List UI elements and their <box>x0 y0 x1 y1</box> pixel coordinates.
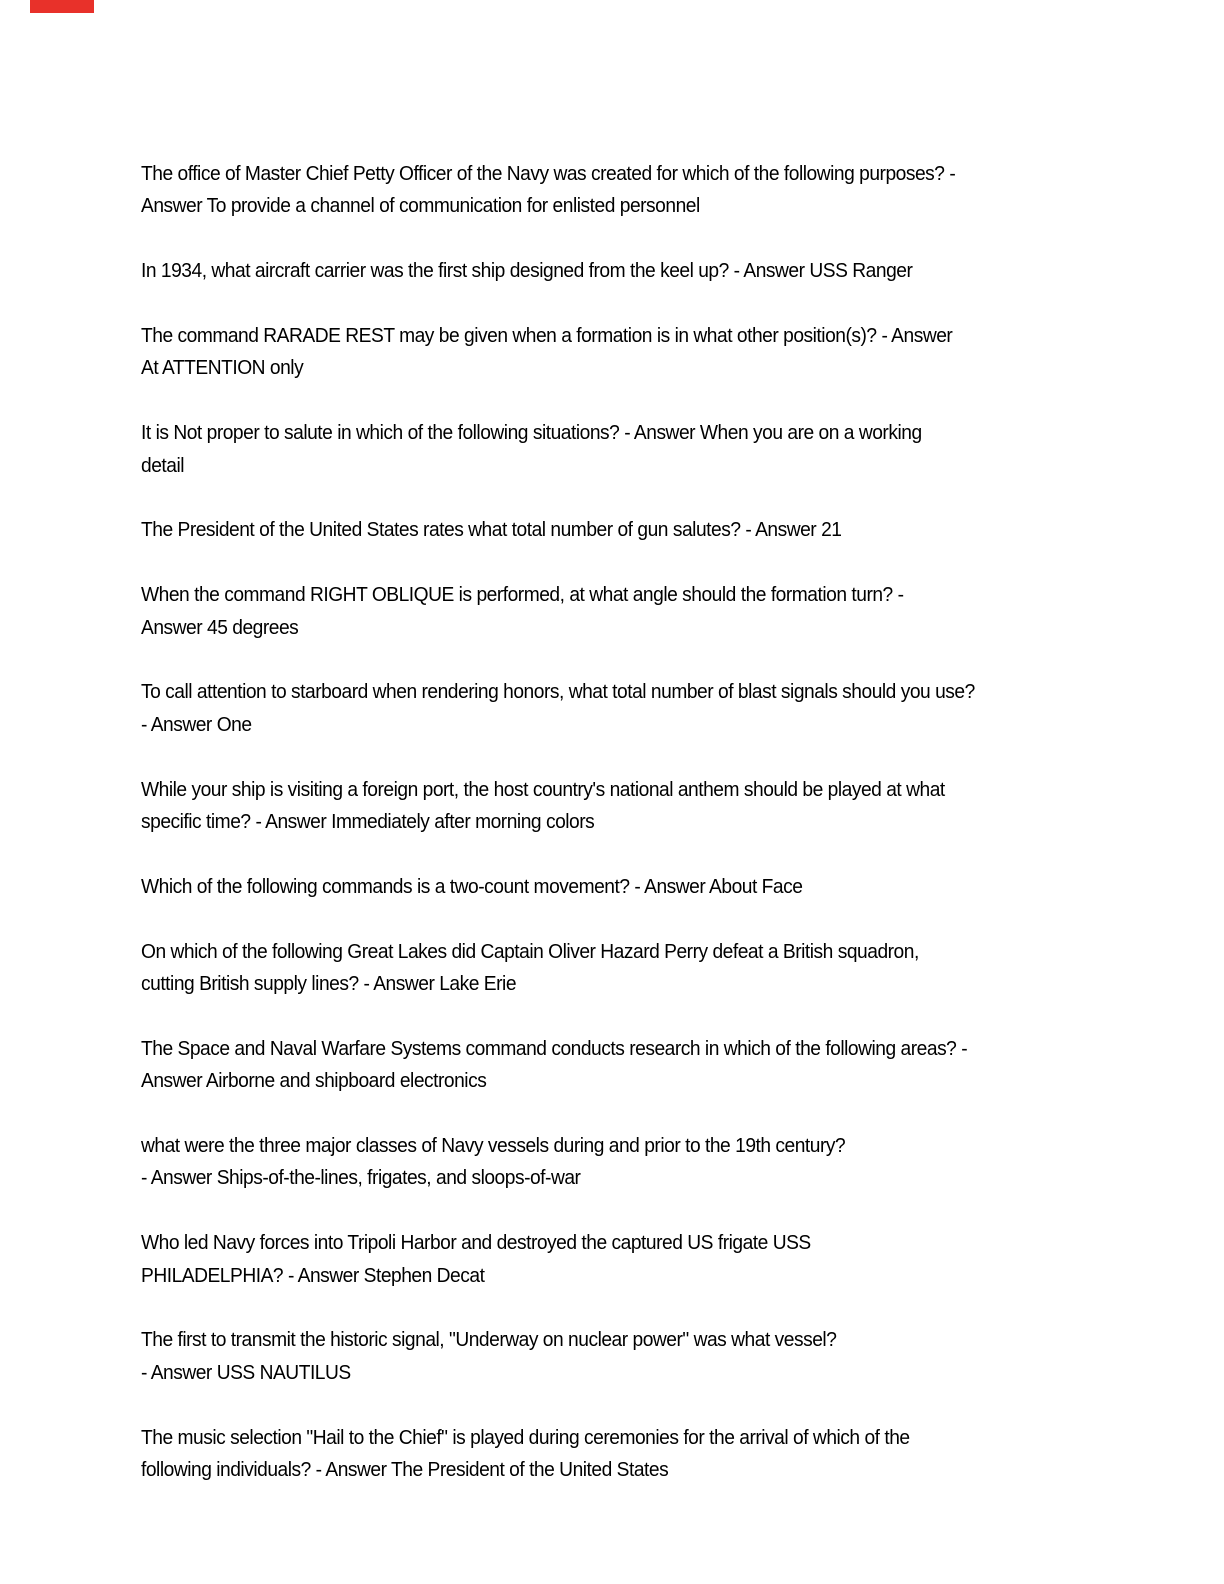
qa-line: Which of the following commands is a two-count movement? - Answer About Face <box>141 875 803 898</box>
qa-line: - Answer Ships-of-the-lines, frigates, and sloops-of-war <box>141 1167 581 1190</box>
qa-paragraph <box>141 320 1091 385</box>
qa-line: When the command RIGHT OBLIQUE is performed, at what angle should the formation turn? - <box>141 584 904 607</box>
qa-line: On which of the following Great Lakes did Captain Oliver Hazard Perry defeat a British squadron, <box>141 940 919 963</box>
qa-line: - Answer One <box>141 713 252 736</box>
qa-line: To call attention to starboard when rendering honors, what total number of blast signals should you use? <box>141 681 975 704</box>
qa-paragraph <box>141 871 1091 903</box>
qa-paragraph <box>141 417 1091 482</box>
qa-line: Who led Navy forces into Tripoli Harbor and destroyed the captured US frigate USS <box>141 1232 811 1255</box>
qa-paragraph <box>141 255 1091 287</box>
qa-line: Answer Airborne and shipboard electronics <box>141 1070 487 1093</box>
qa-paragraph <box>141 676 1091 741</box>
qa-line: The Space and Naval Warfare Systems command conducts research in which of the following areas? - <box>141 1037 968 1060</box>
qa-paragraph <box>141 936 1091 1001</box>
qa-line: While your ship is visiting a foreign port, the host country's national anthem should be played at what <box>141 778 945 801</box>
qa-line: what were the three major classes of Navy vessels during and prior to the 19th century? <box>141 1135 846 1158</box>
qa-line: The first to transmit the historic signal, "Underway on nuclear power" was what vessel? <box>141 1329 837 1352</box>
qa-line: The music selection "Hail to the Chief" is played during ceremonies for the arrival of which of the <box>141 1426 910 1449</box>
qa-line: - Answer USS NAUTILUS <box>141 1361 351 1384</box>
qa-line: Answer To provide a channel of communication for enlisted personnel <box>141 195 700 218</box>
red-marker <box>30 0 94 13</box>
qa-paragraph <box>141 579 1091 644</box>
qa-line: cutting British supply lines? - Answer Lake Erie <box>141 973 517 996</box>
qa-paragraph <box>141 514 1091 546</box>
qa-line: PHILADELPHIA? - Answer Stephen Decat <box>141 1264 485 1287</box>
qa-paragraph <box>141 1130 1091 1195</box>
qa-paragraph <box>141 1227 1091 1292</box>
qa-line: following individuals? - Answer The President of the United States <box>141 1459 669 1482</box>
qa-line: Answer 45 degrees <box>141 616 299 639</box>
qa-line: The office of Master Chief Petty Officer of the Navy was created for which of the following purposes? - <box>141 163 956 185</box>
qa-paragraph <box>141 774 1091 839</box>
qa-paragraph <box>141 158 1091 223</box>
qa-line: The President of the United States rates what total number of gun salutes? - Answer 21 <box>141 519 842 542</box>
qa-paragraph <box>141 1033 1091 1098</box>
qa-line: specific time? - Answer Immediately after morning colors <box>141 811 595 834</box>
qa-line: In 1934, what aircraft carrier was the first ship designed from the keel up? - Answer USS Ranger <box>141 260 913 283</box>
qa-paragraph <box>141 1422 1091 1487</box>
qa-line: At ATTENTION only <box>141 357 304 380</box>
qa-paragraph <box>141 1324 1091 1389</box>
qa-line: detail <box>141 454 185 477</box>
document-body <box>141 158 1091 1519</box>
qa-line: It is Not proper to salute in which of the following situations? - Answer When you are on a working <box>141 422 922 445</box>
qa-line: The command RARADE REST may be given when a formation is in what other position(s)? - Answer <box>141 325 953 347</box>
